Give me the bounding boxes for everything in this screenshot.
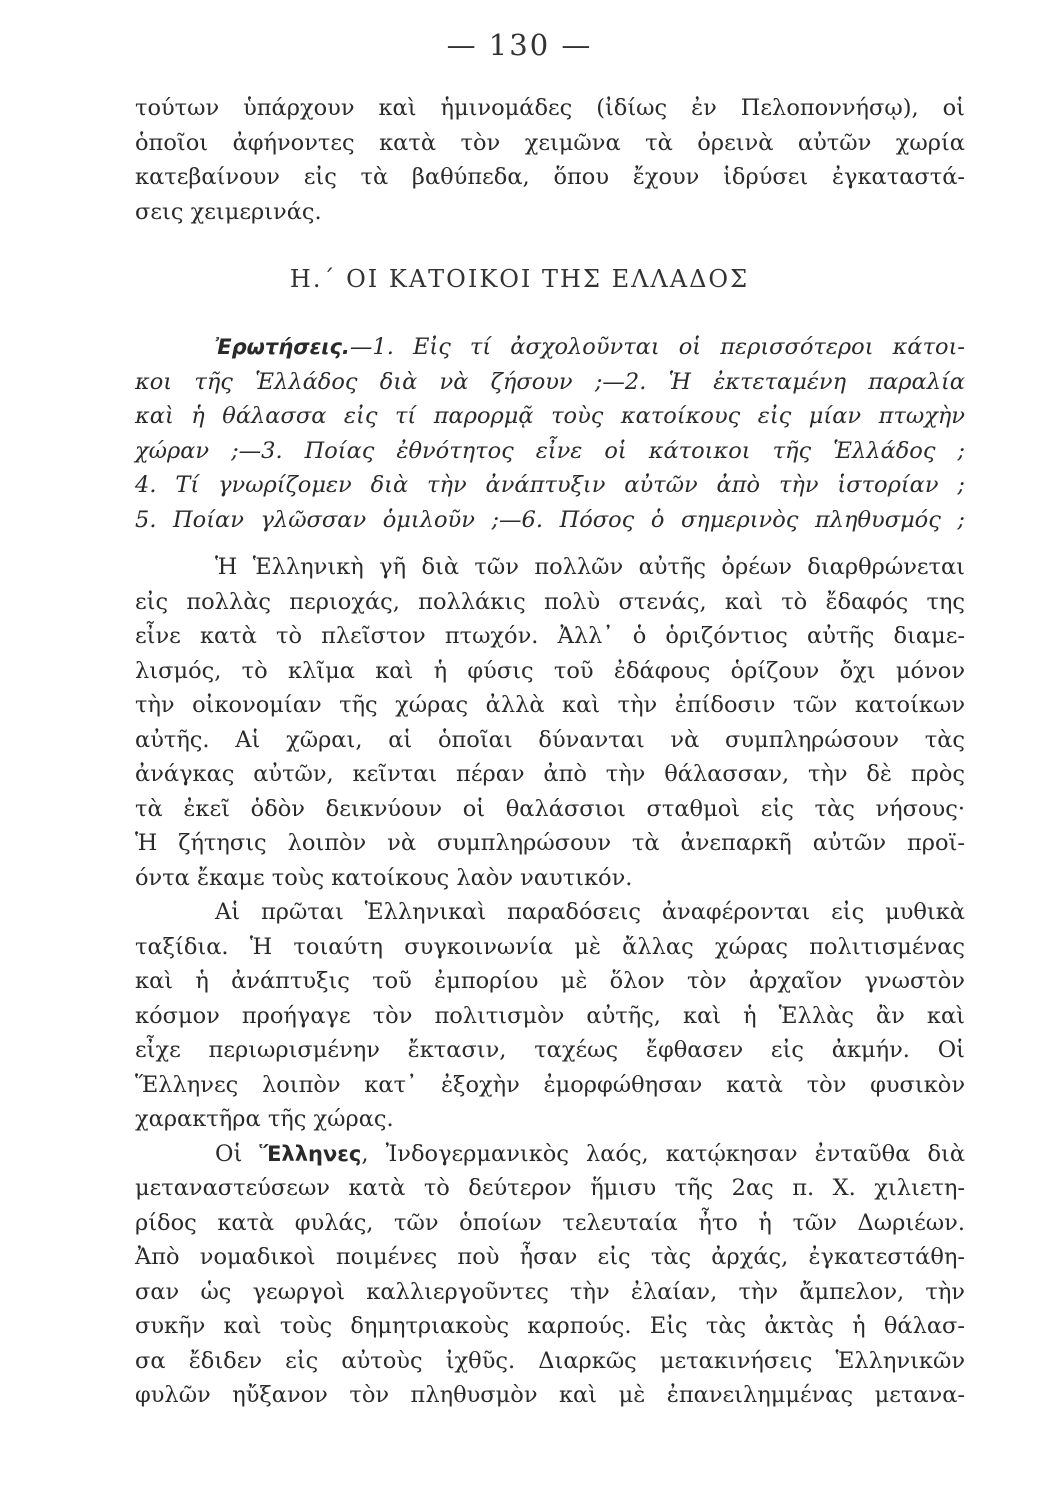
text-line: Ἕλληνες λοιπὸν κατ᾽ ἐξοχὴν ἐμορφώθησαν κατὰ τὸν φυσικὸν — [135, 1071, 965, 1098]
question-line: χώραν ;—3. Ποίας ἐθνότητος εἶνε οἱ κάτοικοι τῆς Ἑλλάδος ; — [135, 437, 965, 464]
text-line: Ἡ ζήτησις λοιπὸν νὰ συμπληρώσουν τὰ ἀνεπαρκῆ αὐτῶν προϊ- — [135, 830, 965, 856]
text-line: σαν ὡς γεωργοὶ καλλιεργοῦντες τὴν ἐλαίαν, τὴν ἄμπελον, τὴν — [135, 1278, 965, 1305]
intro-paragraph — [135, 91, 965, 229]
questions-block — [135, 330, 965, 537]
section-heading: Η.΄ ΟΙ ΚΑΤΟΙΚΟΙ ΤΗΣ ΕΛΛΑΔΟΣ — [289, 265, 750, 293]
text-line: κατεβαίνουν εἰς τὰ βαθύπεδα, ὅπου ἔχουν ἱδρύσει ἐγκαταστά- — [135, 164, 965, 190]
text-line: ρίδος κατὰ φυλάς, τῶν ὁποίων τελευταία ἦτο ἡ τῶν Δωριέων. — [135, 1209, 965, 1236]
text-line: όντα ἔκαμε τοὺς κατοίκους λαὸν ναυτικόν. — [135, 864, 633, 891]
questions-first-line — [135, 330, 965, 365]
text-line: Ἀπὸ νομαδικοὶ ποιμένες ποὺ ἦσαν εἰς τὰς ἀρχάς, ἐγκατεστάθη- — [135, 1244, 965, 1270]
question-line: καὶ ἡ θάλασσα εἰς τί παρορμᾷ τοὺς κατοίκους εἰς μίαν πτωχὴν — [135, 403, 965, 429]
bold-term: Ἕλληνες — [259, 1141, 362, 1166]
questions-label: Ἐρωτήσεις. — [215, 335, 350, 359]
text-line: τούτων ὑπάρχουν καὶ ἡμινομάδες (ἰδίως ἐν Πελοποννήσῳ), οἱ — [135, 95, 965, 121]
text-line: κόσμον προήγαγε τὸν πολιτισμὸν αὐτῆς, καὶ ἡ Ἑλλὰς ἂν καὶ — [135, 1002, 965, 1029]
question-line: 4. Τί γνωρίζομεν διὰ τὴν ἀνάπτυξιν αὐτῶν ἀπὸ τὴν ἱστορίαν ; — [135, 472, 965, 498]
paragraph-3-first-line — [135, 1137, 965, 1172]
text-line: συκῆν καὶ τοὺς δημητριακοὺς καρπούς. Εἰς τὰς ἀκτὰς ἡ θάλασ- — [135, 1313, 965, 1339]
text-line: αὐτῆς. Αἱ χῶραι, αἱ ὁποῖαι δύνανται νὰ συμπληρώσουν τὰς — [135, 726, 965, 753]
text-line: χαρακτῆρα τῆς χώρας. — [135, 1106, 394, 1132]
text-line: Αἱ πρῶται Ἑλληνικαὶ παραδόσεις ἀναφέρονται εἰς μυθικὰ — [215, 899, 965, 925]
text-line: εἶνε κατὰ τὸ πλεῖστον πτωχόν. Ἀλλ᾽ ὁ ὁριζόντιος αὐτῆς διαμε- — [135, 623, 965, 649]
text-line: σεις χειμερινάς. — [135, 198, 322, 225]
text-fragment: Οἱ — [215, 1140, 260, 1167]
text-line: Ἡ Ἑλληνικὴ γῆ διὰ τῶν πολλῶν αὐτῆς ὀρέων διαρθρώνεται — [215, 554, 965, 580]
question-text: —1. Εἰς τί ἀσχολοῦνται οἱ περισσότεροι κάτοι- — [349, 334, 965, 360]
text-line: εἶχε περιωρισμένην ἔκτασιν, ταχέως ἔφθασεν εἰς ἀκμήν. Οἱ — [135, 1037, 965, 1063]
text-line: λισμός, τὸ κλῖμα καὶ ἡ φύσις τοῦ ἐδάφους ὁρίζουν ὄχι μόνον — [135, 657, 965, 684]
text-line: φυλῶν ηὔξανον τὸν πληθυσμὸν καὶ μὲ ἐπανειλημμένας μετανα- — [135, 1382, 965, 1408]
text-line: εἰς πολλὰς περιοχάς, πολλάκις πολὺ στενάς, καὶ τὸ ἔδαφός της — [135, 588, 965, 615]
text-line: μεταναστεύσεων κατὰ τὸ δεύτερον ἥμισυ τῆς 2ας π. Χ. χιλιετη- — [135, 1175, 965, 1201]
page-number: — 130 — — [446, 28, 593, 62]
text-line: ὁποῖοι ἀφήνοντες κατὰ τὸν χειμῶνα τὰ ὀρεινὰ αὐτῶν χωρία — [135, 129, 965, 156]
text-fragment: , Ἰνδογερμανικὸς λαός, κατῴκησαν ἐνταῦθα διὰ — [361, 1140, 966, 1167]
body-text — [135, 550, 965, 1413]
text-line: ἀνάγκας αὐτῶν, κεῖνται πέραν ἀπὸ τὴν θάλασσαν, τὴν δὲ πρὸς — [135, 761, 965, 787]
text-line: τὴν οἰκονομίαν τῆς χώρας ἀλλὰ καὶ τὴν ἐπίδοσιν τῶν κατοίκων — [135, 692, 965, 718]
text-line: σα ἔδιδεν εἰς αὐτοὺς ἰχθῦς. Διαρκῶς μετακινήσεις Ἑλληνικῶν — [135, 1347, 965, 1374]
text-line: ταξίδια. Ἡ τοιαύτη συγκοινωνία μὲ ἄλλας χώρας πολιτισμένας — [135, 933, 965, 960]
question-line: 5. Ποίαν γλῶσσαν ὁμιλοῦν ;—6. Πόσος ὁ σημερινὸς πληθυσμός ; — [135, 506, 965, 533]
question-line: κοι τῆς Ἑλλάδος διὰ νὰ ζήσουν ;—2. Ἡ ἐκτεταμένη παραλία — [135, 368, 965, 395]
text-line: καὶ ἡ ἀνάπτυξις τοῦ ἐμπορίου μὲ ὅλον τὸν ἀρχαῖον γνωστὸν — [135, 968, 965, 994]
text-line: τὰ ἐκεῖ ὁδὸν δεικνύουν οἱ θαλάσσιοι σταθμοὶ εἰς τὰς νήσους· — [135, 795, 965, 822]
